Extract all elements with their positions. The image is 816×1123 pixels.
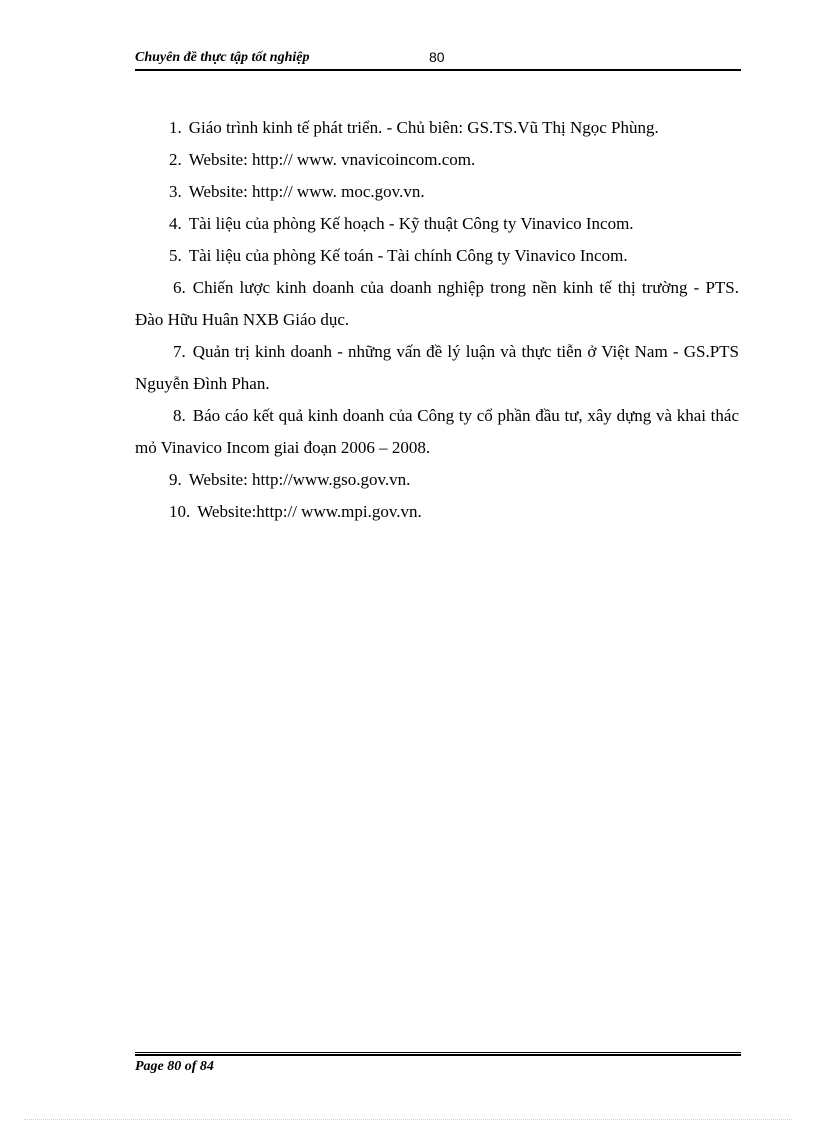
reference-item <box>135 464 739 496</box>
reference-item <box>135 176 739 208</box>
reference-item <box>135 272 739 336</box>
header-title: Chuyên đề thực tập tốt nghiệp <box>135 50 310 65</box>
reference-item <box>135 112 739 144</box>
reference-number: 6. <box>173 278 186 297</box>
reference-number: 5. <box>169 246 182 265</box>
reference-text: Chiến lược kinh doanh của doanh nghiệp trong nền kinh tế thị trường - PTS. Đào Hữu Huân NXB Giáo dục. <box>135 278 739 329</box>
reference-item <box>135 336 739 400</box>
reference-number: 1. <box>169 118 182 137</box>
footer-rule-thick <box>135 1054 741 1057</box>
reference-text: Quản trị kinh doanh - những vấn đề lý luận và thực tiễn ở Việt Nam - GS.PTS Nguyễn Đình Phan. <box>135 342 739 393</box>
page-header <box>135 49 741 71</box>
reference-item <box>135 144 739 176</box>
footer-page-label: Page 80 of 84 <box>135 1059 214 1074</box>
reference-text: Website: http://www.gso.gov.vn. <box>188 470 411 489</box>
reference-text: Website: http:// www. moc.gov.vn. <box>188 182 425 201</box>
header-page-number: 80 <box>429 49 445 65</box>
reference-text: Tài liệu của phòng Kế hoạch - Kỹ thuật Công ty Vinavico Incom. <box>188 214 634 233</box>
reference-number: 10. <box>169 502 191 521</box>
reference-item <box>135 400 739 464</box>
reference-list <box>135 112 739 528</box>
reference-item <box>135 208 739 240</box>
reference-number: 7. <box>173 342 186 361</box>
reference-item <box>135 496 739 528</box>
reference-number: 9. <box>169 470 182 489</box>
reference-text: Giáo trình kinh tế phát triển. - Chủ biên: GS.TS.Vũ Thị Ngọc Phùng. <box>188 118 659 137</box>
reference-number: 3. <box>169 182 182 201</box>
reference-text: Website:http:// www.mpi.gov.vn. <box>197 502 422 521</box>
reference-text: Tài liệu của phòng Kế toán - Tài chính Công ty Vinavico Incom. <box>188 246 628 265</box>
page-bottom-edge <box>24 1119 792 1120</box>
reference-text: Website: http:// www. vnavicoincom.com. <box>188 150 476 169</box>
reference-number: 2. <box>169 150 182 169</box>
reference-number: 4. <box>169 214 182 233</box>
reference-item <box>135 240 739 272</box>
reference-text: Báo cáo kết quả kinh doanh của Công ty cổ phần đầu tư, xây dựng và khai thác mỏ Vinavico Incom giai đoạn 2006 – 2008. <box>135 406 739 457</box>
reference-number: 8. <box>173 406 186 425</box>
